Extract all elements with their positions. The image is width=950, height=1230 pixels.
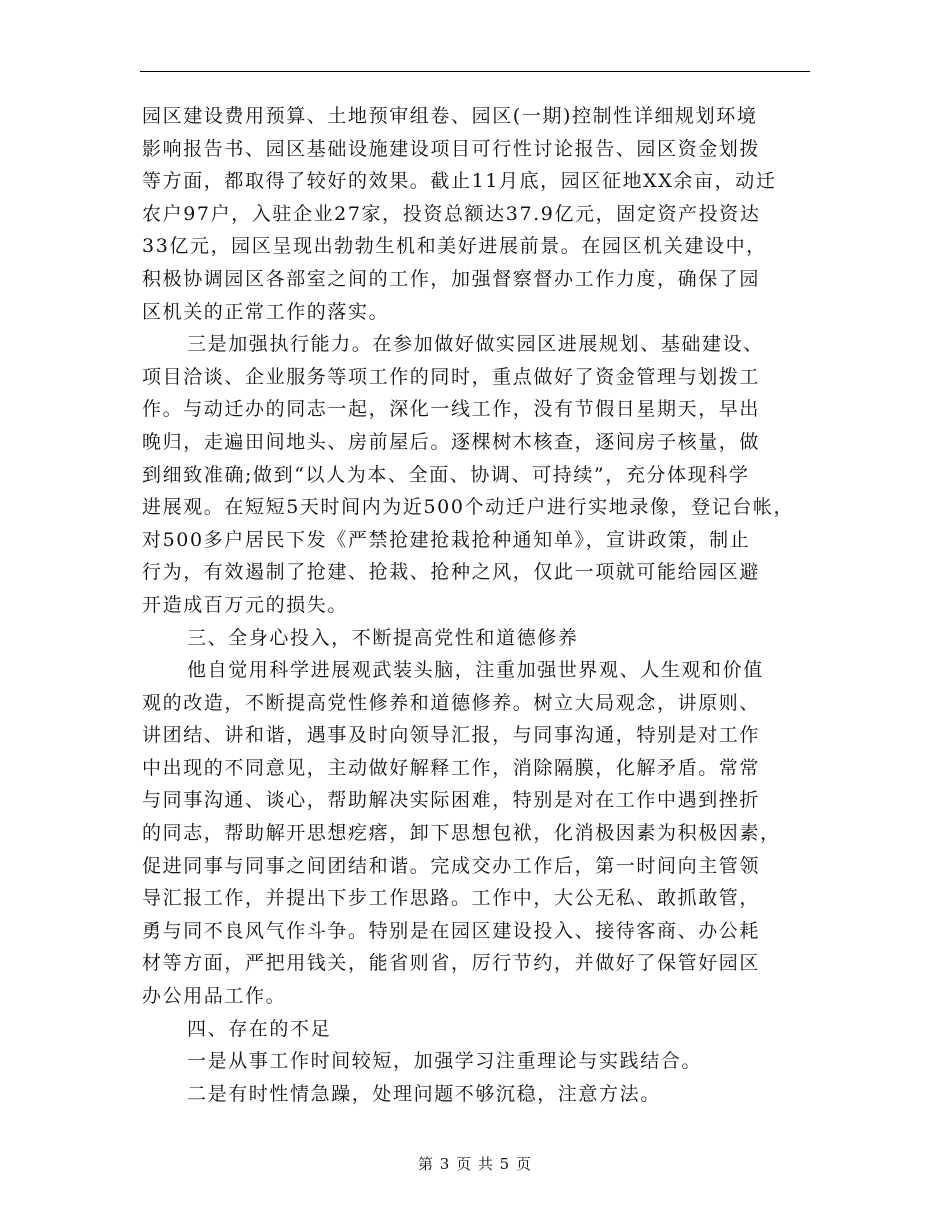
text-line-22: 与同事沟通、谈心，帮助解决实际困难，特别是对在工作中遇到挫折	[142, 789, 761, 812]
text-line-6: 积极协调园区各部室之间的工作，加强督察督办工作力度，确保了园	[142, 267, 761, 290]
text-line-16: 开造成百万元的损失。	[142, 593, 349, 616]
text-line-9: 项目洽谈、企业服务等项工作的同时，重点做好了资金管理与划拨工	[142, 365, 761, 388]
text-line-7: 区机关的正常工作的落实。	[142, 300, 390, 323]
paragraph-start-line: 他自觉用科学进展观武装头脑，注重加强世界观、人生观和价值	[187, 659, 764, 682]
page-footer: 第 3 页 共 5 页	[418, 1155, 532, 1173]
text-line-11: 晚归，走遍田间地头、房前屋后。逐棵树木核查，逐间房子核量，做	[142, 430, 761, 453]
text-line-3: 等方面，都取得了较好的效果。截止11月底，园区征地XX余亩，动迁	[142, 170, 777, 193]
text-line-24: 促进同事与同事之间团结和谐。完成交办工作后，第一时间向主管领	[142, 854, 761, 877]
text-line-4: 农户97户，入驻企业27家，投资总额达37.9亿元，固定资产投资达	[142, 202, 761, 225]
document-body	[142, 100, 832, 1110]
text-line-28: 办公用品工作。	[142, 985, 287, 1008]
text-line-15: 行为，有效遏制了抢建、抢栽、抢种之风，仅此一项就可能给园区避	[142, 561, 761, 584]
text-line-23: 的同志，帮助解开思想疙瘩，卸下思想包袱，化消极因素为积极因素，	[142, 822, 781, 845]
text-line-19: 观的改造，不断提高党性修养和道德修养。树立大局观念，讲原则、	[142, 691, 761, 714]
text-line-20: 讲团结、讲和谐，遇事及时向领导汇报，与同事沟通，特别是对工作	[142, 724, 761, 747]
text-line-27: 材等方面，严把用钱关，能省则省，厉行节约，并做好了保管好园区	[142, 952, 761, 975]
text-line-13: 进展观。在短短5天时间内为近500个动迁户进行实地录像，登记台帐，	[142, 496, 795, 519]
text-line-5: 33亿元，园区呈现出勃勃生机和美好进展前景。在园区机关建设中，	[142, 235, 767, 258]
section-heading: 四、存在的不足	[187, 1017, 332, 1040]
list-item: 一是从事工作时间较短，加强学习注重理论与实践结合。	[187, 1050, 703, 1073]
text-line-10: 作。与动迁办的同志一起，深化一线工作，没有节假日星期天，早出	[142, 398, 761, 421]
text-line-21: 中出现的不同意见，主动做好解释工作，消除隔膜，化解矛盾。常常	[142, 756, 761, 779]
list-item: 二是有时性情急躁，处理问题不够沉稳，注意方法。	[187, 1082, 661, 1105]
text-line-14: 对500多户居民下发《严禁抢建抢栽抢种通知单》，宣讲政策，制止	[142, 528, 751, 551]
text-line-1: 园区建设费用预算、土地预审组卷、园区(一期)控制性详细规划环境	[142, 105, 758, 127]
text-line-2: 影响报告书、园区基础设施建设项目可行性讨论报告、园区资金划拨	[142, 137, 761, 160]
paragraph-start-line: 三是加强执行能力。在参加做好做实园区进展规划、基础建设、	[187, 333, 764, 356]
text-line-26: 勇与同不良风气作斗争。特别是在园区建设投入、接待客商、办公耗	[142, 919, 761, 942]
text-line-12: 到细致准确;做到“以人为本、全面、协调、可持续”，充分体现科学	[142, 463, 750, 486]
text-line-25: 导汇报工作，并提出下步工作思路。工作中，大公无私、敢抓敢管，	[142, 887, 761, 910]
section-heading: 三、全身心投入，不断提高党性和道德修养	[187, 626, 579, 649]
header-rule	[140, 71, 810, 72]
